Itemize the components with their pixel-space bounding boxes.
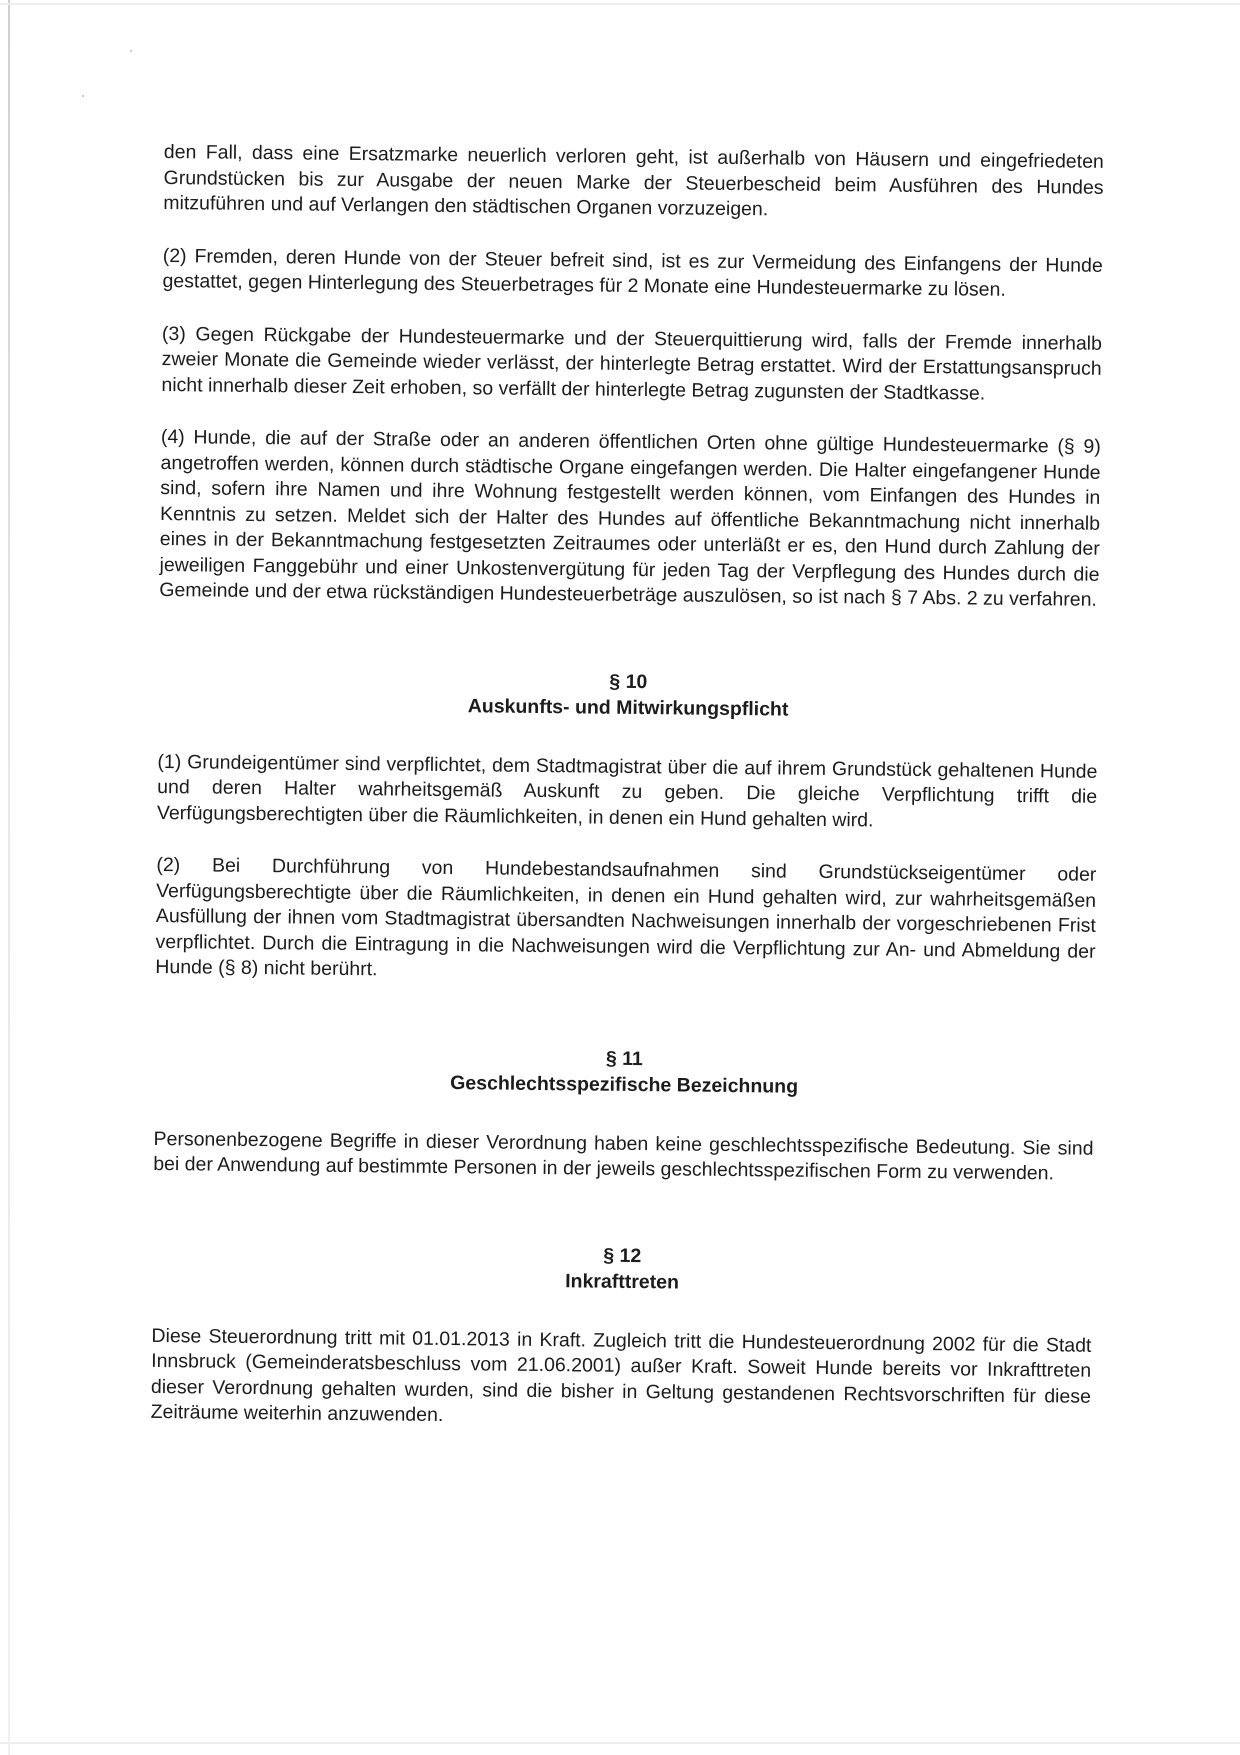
section-12-title: Inkrafttreten bbox=[565, 1269, 680, 1293]
section-10-paragraph-2: (2) Bei Durchführung von Hundebestandsaufnahmen sind Grundstückseigentümer oder Verfügungsberechtigte über die Räumlichkeiten, in denen ein Hund gehalten wird, zur wahrheitsgemäßen Ausfüllung der ihnen vom Stadtmagistrat übersandten Nachweisungen innerhalb der vorgeschriebenen Frist verpflichtet. Durch die Eintragung in die Nachweisungen wird die Verpflichtung zur An- und Abmeldung der Hunde (§ 8) nicht berührt. bbox=[155, 853, 1097, 981]
scan-speck bbox=[82, 95, 84, 97]
scan-border-left bbox=[8, 0, 10, 1755]
document-body bbox=[151, 140, 1104, 1435]
section-12-paragraph-1: Diese Steuerordnung tritt mit 01.01.2013 in Kraft. Zugleich tritt die Hundesteuerordnung 2002 für die Stadt Innsbruck (Gemeinderatsbeschluss vom 21.06.2001) außer Kraft. Soweit Hunde bereits vor Inkrafttreten dieser Verordnung gehalten wurden, sind die bisher in Geltung gestandenen Rechtsvorschriften für diese Zeiträume weiterhin anzuwenden. bbox=[150, 1324, 1092, 1426]
section-11-number: § 11 bbox=[605, 1047, 643, 1070]
section-12-number: § 12 bbox=[603, 1244, 642, 1267]
section-9-paragraph-4: (4) Hunde, die auf der Straße oder an anderen öffentlichen Orten ohne gültige Hundesteuermarke (§ 9) angetroffen werden, können durch städtische Organe eingefangen werden. Die Halter eingefangener Hunde sind, sofern ihre Namen und ihre Wohnung festgestellt werden können, vom Einfangen des Hundes in Kenntnis zu setzen. Meldet sich der Halter des Hundes auf öffentliche Bekanntmachung nicht innerhalb eines in der Bekanntmachung festgesetzten Zeitraumes oder unterläßt er es, den Hund durch Zahlung der jeweiligen Fanggebühr und einer Unkostenvergütung für jeden Tag der Verpflegung des Hundes durch die Gemeinde und der etwa rückständigen Hundesteuerbeträge auszulösen, so ist nach § 7 Abs. 2 zu verfahren. bbox=[159, 425, 1101, 611]
section-9-paragraph-2: (2) Fremden, deren Hunde von der Steuer befreit sind, ist es zur Vermeidung des Einfangens der Hunde gestattet, gegen Hinterlegung des Steuerbetrages für 2 Monate eine Hundesteuermarke zu lösen. bbox=[162, 244, 1103, 301]
section-10-paragraph-1: (1) Grundeigentümer sind verpflichtet, dem Stadtmagistrat über die auf ihrem Grundstück gehaltenen Hunde und deren Halter wahrheitsgemäß Auskunft zu geben. Die gleiche Verpflichtung trifft die Verfügungsberechtigten über die Räumlichkeiten, in denen ein Hund gehalten wird. bbox=[156, 750, 1098, 831]
section-10-number: § 10 bbox=[609, 670, 648, 693]
section-11-paragraph-1: Personenbezogene Begriffe in dieser Verordnung haben keine geschlechtsspezifische Bedeutung. Sie sind bei der Anwendung auf bestimmte Personen in der jeweils geschlechtsspezifischen Form zu verwenden. bbox=[153, 1127, 1094, 1185]
intro-paragraph: den Fall, dass eine Ersatzmarke neuerlich verloren geht, ist außerhalb von Häusern und eingefriedeten Grundstücken bis zur Ausgabe der neuen Marke der Steuerbescheid beim Ausführen des Hundes mitzuführen und auf Verlangen den städtischen Organen vorzuzeigen. bbox=[163, 140, 1104, 221]
scan-border-bottom bbox=[0, 1742, 1240, 1744]
scan-border-top bbox=[0, 3, 1240, 5]
scan-speck bbox=[130, 50, 132, 52]
section-10-title: Auskunfts- und Mitwirkungspflicht bbox=[467, 694, 789, 721]
section-9-paragraph-3: (3) Gegen Rückgabe der Hundesteuermarke und der Steuerquittierung wird, falls der Fremde innerhalb zweier Monate die Gemeinde wieder verlässt, der hinterlegte Betrag erstattet. Wird der Erstattungsanspruch nicht innerhalb dieser Zeit erhoben, so verfällt der hinterlegte Betrag zugunsten der Stadtkasse. bbox=[161, 322, 1103, 405]
section-11-title: Geschlechtsspezifische Bezeichnung bbox=[450, 1071, 799, 1098]
